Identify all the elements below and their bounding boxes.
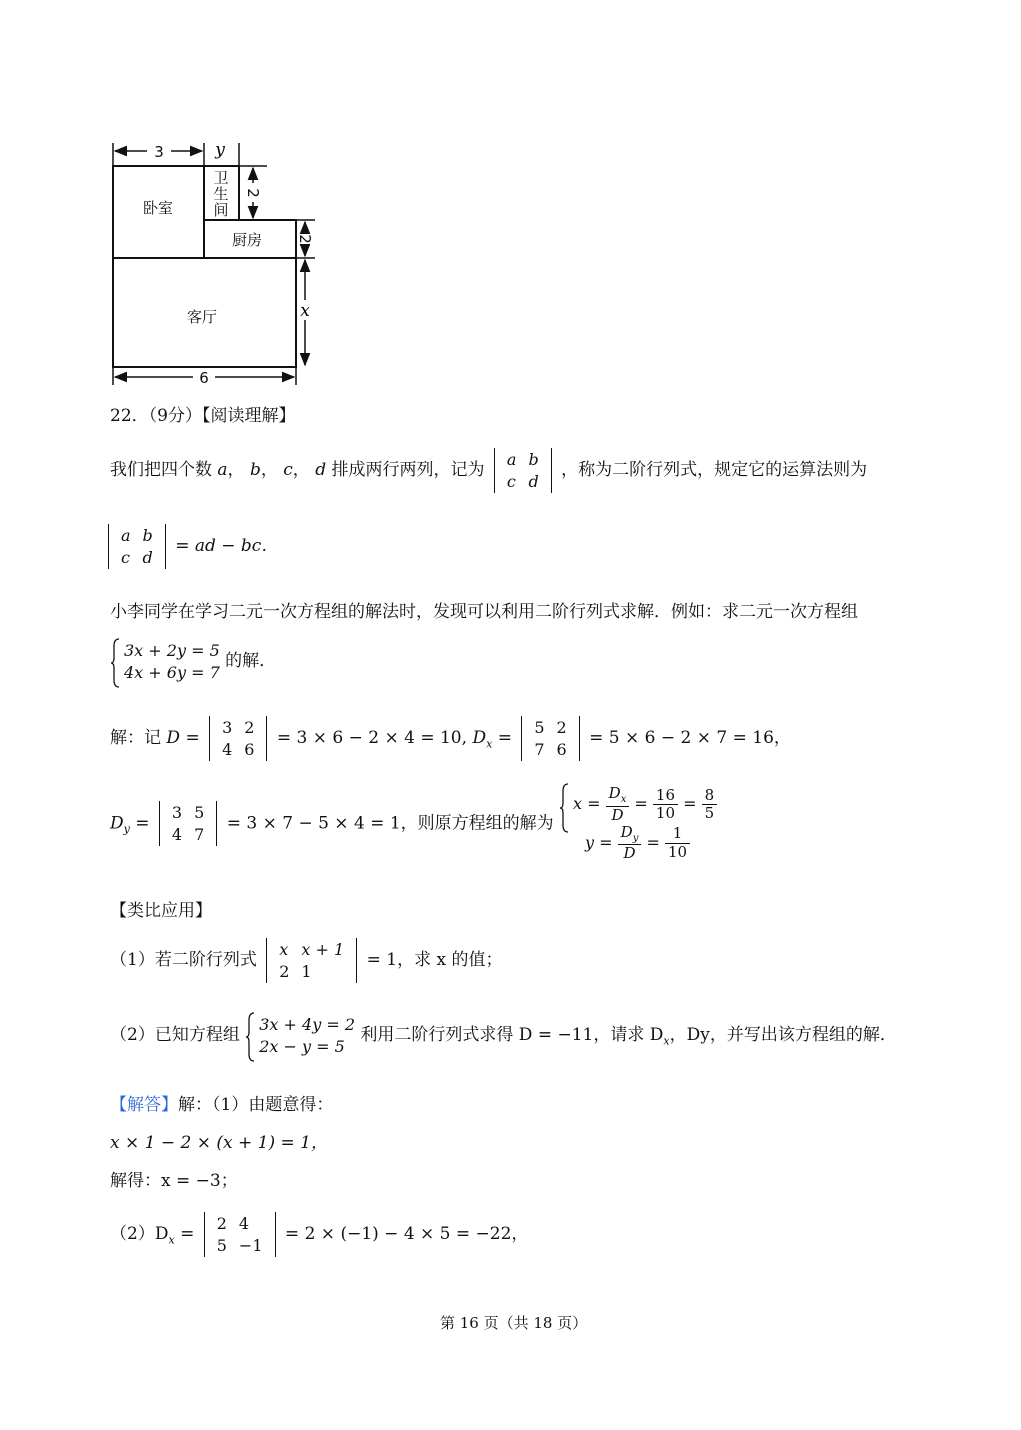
floor-plan-diagram [105, 135, 330, 390]
room-label-kitchen: 厨房 [231, 231, 263, 249]
brace-icon [110, 638, 120, 688]
dim-x-label: x [300, 301, 310, 321]
dim-top-label: 3 [154, 143, 164, 161]
answer-line-1: 【解答】解：（1）由题意得： [110, 1095, 334, 1115]
room-label-living: 客厅 [186, 308, 218, 326]
solution-line-1: 解：记 D = 3 2 4 6 = 3 × 6 − 2 × 4 = 10, $D_x$ = 5 2 7 6 = 5 × 6 − 2 × 7 = 16， [110, 716, 791, 761]
determinant-answer: 2 4 5 −1 [204, 1212, 276, 1257]
determinant-rule: a b c d [108, 524, 166, 569]
room-label-bath-1: 卫 [213, 169, 229, 187]
room-label-bedroom: 卧室 [142, 199, 174, 217]
determinant-abcd: a b c d [494, 448, 552, 493]
room-label-bath-2: 生 [213, 185, 229, 203]
determinant-D: 3 2 4 6 [209, 716, 267, 761]
brace-icon [559, 783, 569, 833]
intro-line: 我们把四个数 a， b， c， d 排成两行两列，记为 a b c d ，称为二阶行列式，规定它的运算法则为 [110, 448, 867, 493]
answer-line-2: x × 1 − 2 × (x + 1) = 1， [110, 1133, 328, 1153]
question-1: （1）若二阶行列式 x x + 1 2 1 = 1，求 x 的值； [110, 938, 502, 983]
dim-bottom-label: 6 [199, 369, 209, 387]
solution-line-2: $D_y$ = 3 5 4 7 = 3 × 7 − 5 × 4 = 1，则原方程组的解为 x = $\frac{D_x}{D}$ = $\frac{16}{10}$ = $\frac{8}{5}$ y = $\frac{D_y}{D}$ = $\frac{1}{10}$ [110, 785, 717, 863]
page-footer: 第 16 页（共 18 页） [440, 1314, 588, 1332]
example-system: 3x + 2y = 5 4x + 6y = 7 [110, 640, 220, 683]
determinant-q1: x x + 1 2 1 [266, 938, 357, 983]
li-paragraph: 小李同学在学习二元一次方程组的解法时，发现可以利用二阶行列式求解．例如：求二元一次方程组 [110, 602, 858, 622]
question-2: （2）已知方程组 3x + 4y = 2 2x − y = 5 利用二阶行列式求得 D = −11，请求 $D_x$，Dy，并写出该方程组的解． [110, 1014, 897, 1057]
answer-tag: 【解答】 [110, 1095, 178, 1115]
rule-line: a b c d = ad − bc． [104, 524, 278, 569]
dim-bath-height-label: 2 [244, 188, 262, 198]
room-label-bath-3: 间 [213, 201, 229, 219]
brace-icon [245, 1012, 255, 1062]
analog-header: 【类比应用】 [110, 901, 212, 921]
answer-line-3: 解得：x = −3； [110, 1171, 238, 1191]
problem-header: 22．（9分）【阅读理解】 [110, 406, 296, 426]
determinant-Dx: 5 2 7 6 [521, 716, 579, 761]
q2-system: 3x + 4y = 2 2x − y = 5 [245, 1014, 355, 1057]
dim-kitchen-height-label: 2 [296, 234, 314, 244]
example-system-line: 3x + 2y = 5 4x + 6y = 7 的解． [110, 640, 276, 683]
dim-y-label: y [215, 140, 225, 160]
answer-line-4: $(2)D_x$ = 2 4 5 −1 = 2 × (−1) − 4 × 5 = −22， [110, 1212, 528, 1257]
solution-system: x = $\frac{D_x}{D}$ = $\frac{16}{10}$ = $\frac{8}{5}$ y = $\frac{D_y}{D}$ = $\frac{1}{10}$ [559, 785, 717, 863]
determinant-Dy: 3 5 4 7 [159, 801, 217, 846]
